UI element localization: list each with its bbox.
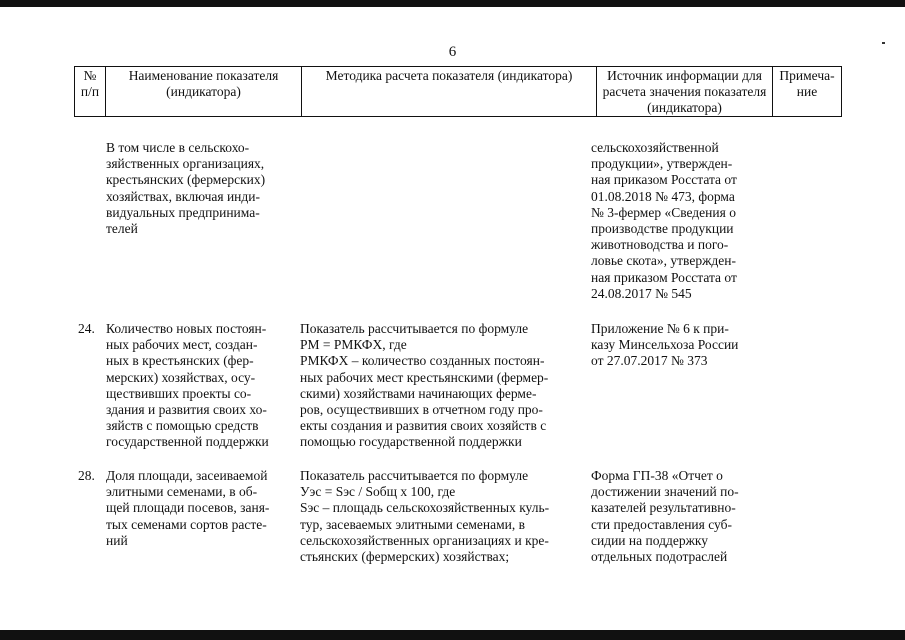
row-0-source-line: ловье скота», утвержден- — [591, 253, 736, 269]
header-num: № п/п — [75, 67, 106, 117]
row-0-source-line: 01.08.2018 № 473, форма — [591, 188, 735, 204]
row-1-name-line: ных рабочих мест, создан- — [106, 337, 258, 353]
row-1-name-line: государственной поддержки — [106, 434, 269, 450]
row-1-method-line: ных рабочих мест крестьянскими (фермер- — [300, 369, 549, 385]
row-0-source-line: сельскохозяйственной — [591, 140, 719, 155]
row-2-source-line: Форма ГП-38 «Отчет о — [591, 468, 723, 483]
row-0-source-line: № 3-фермер «Сведения о — [591, 204, 736, 220]
row-0-source — [591, 140, 761, 302]
row-1-name-line: зяйств с помощью средств — [106, 418, 259, 434]
header-name: Наименование показателя (индикатора) — [106, 67, 302, 117]
header-method: Методика расчета показателя (индикатора) — [302, 67, 597, 117]
row-0-name-line: видуальных предпринима- — [106, 204, 260, 220]
row-0-source-line: животноводства и пого- — [591, 237, 729, 253]
row-1-method-line: екты создания и развития своих хозяйств с — [300, 418, 547, 434]
table-header — [74, 66, 842, 117]
row-0-name-line: зяйственных организациях, — [106, 156, 265, 172]
row-0-name — [106, 140, 296, 237]
row-1-name — [106, 321, 296, 451]
row-1-name-line: здания и развития своих хо- — [106, 402, 267, 418]
row-0-source-line: ная приказом Росстата от — [591, 172, 737, 188]
row-2-method-line: стьянских (фермерских) хозяйствах; — [300, 549, 510, 565]
row-0-source-line: производстве продукции — [591, 221, 734, 237]
row-2-name-line: Доля площади, засеиваемой — [106, 468, 268, 483]
row-1-method-line: Показатель рассчитывается по формуле — [300, 321, 529, 336]
row-0-source-line: ная приказом Росстата от — [591, 269, 737, 285]
row-2-name-line: щей площади посевов, заня- — [106, 500, 270, 516]
row-1-method-line: ров, осуществивших в отчетном году про- — [300, 402, 543, 418]
row-1-number: 24. — [78, 321, 95, 336]
row-2-name-line: ний — [106, 532, 128, 548]
page-number: 6 — [448, 44, 457, 60]
row-1-source-line: казу Минсельхоза России — [591, 337, 739, 353]
row-1-source-line: Приложение № 6 к при- — [591, 321, 729, 336]
row-1-formula: РМ = РМКФХ, где — [300, 337, 407, 353]
row-2-method-line: сельскохозяйственных организациях и кре- — [300, 532, 549, 548]
row-1-name-line: ных в крестьянских (фер- — [106, 353, 254, 369]
row-0-name-line: В том числе в сельскохо- — [106, 140, 250, 155]
row-2-number: 28. — [78, 468, 95, 483]
row-1-method-line: РМКФХ – количество созданных постоян- — [300, 353, 545, 369]
row-1-method-line: помощью государственной поддержки — [300, 434, 522, 450]
row-2-source-line: отдельных подотраслей — [591, 549, 728, 565]
row-1-name-line: Количество новых постоян- — [106, 321, 267, 336]
row-2-formula: Уэс = Sэс / Sобщ х 100, где — [300, 484, 456, 500]
row-2-source-line: казателей результативно- — [591, 500, 736, 516]
row-1-source-line: от 27.07.2017 № 373 — [591, 353, 708, 369]
scan-border-top — [0, 0, 905, 7]
row-0-name-line: хозяйствах, включая инди- — [106, 188, 260, 204]
scan-border-bottom — [0, 630, 905, 640]
row-0-name-line: крестьянских (фермерских) — [106, 172, 266, 188]
row-0-source-line: 24.08.2017 № 545 — [591, 285, 692, 301]
row-2-source-line: достижении значений по- — [591, 484, 739, 500]
row-2-name-line: элитными семенами, в об- — [106, 484, 258, 500]
row-1-source — [591, 321, 761, 370]
row-1-name-line: мерских) хозяйствах, осу- — [106, 369, 256, 385]
row-2-name-line: тых семенами сортов расте- — [106, 516, 267, 532]
row-2-name — [106, 468, 296, 549]
row-1-method-line: скими) хозяйствами начинающих ферме- — [300, 385, 537, 401]
row-2-method-line: Показатель рассчитывается по формуле — [300, 468, 529, 483]
row-2-source — [591, 468, 761, 565]
row-0-name-line: телей — [106, 221, 138, 237]
row-2-method — [300, 468, 586, 565]
row-2-source-line: сти предоставления суб- — [591, 516, 732, 532]
row-2-method-line: тур, засеваемых элитными семенами, в — [300, 516, 526, 532]
row-2-source-line: сидии на поддержку — [591, 532, 709, 548]
row-0-source-line: продукции», утвержден- — [591, 156, 733, 172]
row-1-method — [300, 321, 586, 451]
row-2-method-line: Sэс – площадь сельскохозяйственных куль- — [300, 500, 550, 516]
header-note: Примеча-ние — [773, 67, 842, 117]
header-source: Источник информации для расчета значения показателя (индикатора) — [597, 67, 773, 117]
row-1-name-line: ществивших проекты со- — [106, 385, 252, 401]
